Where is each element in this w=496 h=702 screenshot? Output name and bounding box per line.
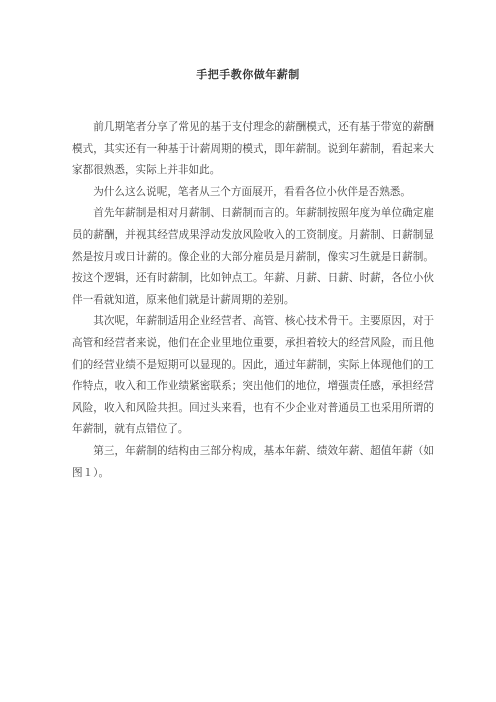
document-body — [72, 117, 434, 484]
paragraph-intro: 前几期笔者分享了常见的基于支付理念的薪酬模式，还有基于带宽的薪酬模式，其实还有一种基于计薪周期的模式，即年薪制。说到年薪制，看起来大家都很熟悉，实际上并非如此。 — [72, 121, 434, 177]
paragraph-third-point: 第三，年薪制的结构由三部分构成，基本年薪、绩效年薪、超值年薪（如图１）。 — [72, 444, 434, 479]
paragraph-first-point: 首先年薪制是相对月薪制、日薪制而言的。年薪制按照年度为单位确定雇员的薪酬，并视其经营成果浮动发放风险收入的工资制度。月薪制、日薪制显然是按月或日计薪的。像企业的大部分雇员是月薪制，像实习生就是日薪制。按这个逻辑，还有时薪制，比如钟点工。年薪、月薪、日薪、时薪，各位小伙伴一看就知道，原来他们就是计薪周期的差别。 — [72, 207, 434, 306]
document-title: 手把手教你做年薪制 — [196, 68, 300, 81]
paragraph-second-point: 其次呢，年薪制适用企业经营者、高管、核心技术骨干。主要原因，对于高管和经营者来说，他们在企业里地位重要，承担着较大的经营风险，而且他们的经营业绩不是短期可以显现的。因此，通过年薪制，实际上体现他们的工作特点，收入和工作业绩紧密联系；突出他们的地位，增强责任感，承担经营风险，收入和风险共担。回过头来看，也有不少企业对普通员工也采用所谓的年薪制，就有点错位了。 — [72, 315, 434, 436]
paragraph-overview: 为什么这么说呢，笔者从三个方面展开，看看各位小伙伴是否熟悉。 — [93, 185, 411, 198]
